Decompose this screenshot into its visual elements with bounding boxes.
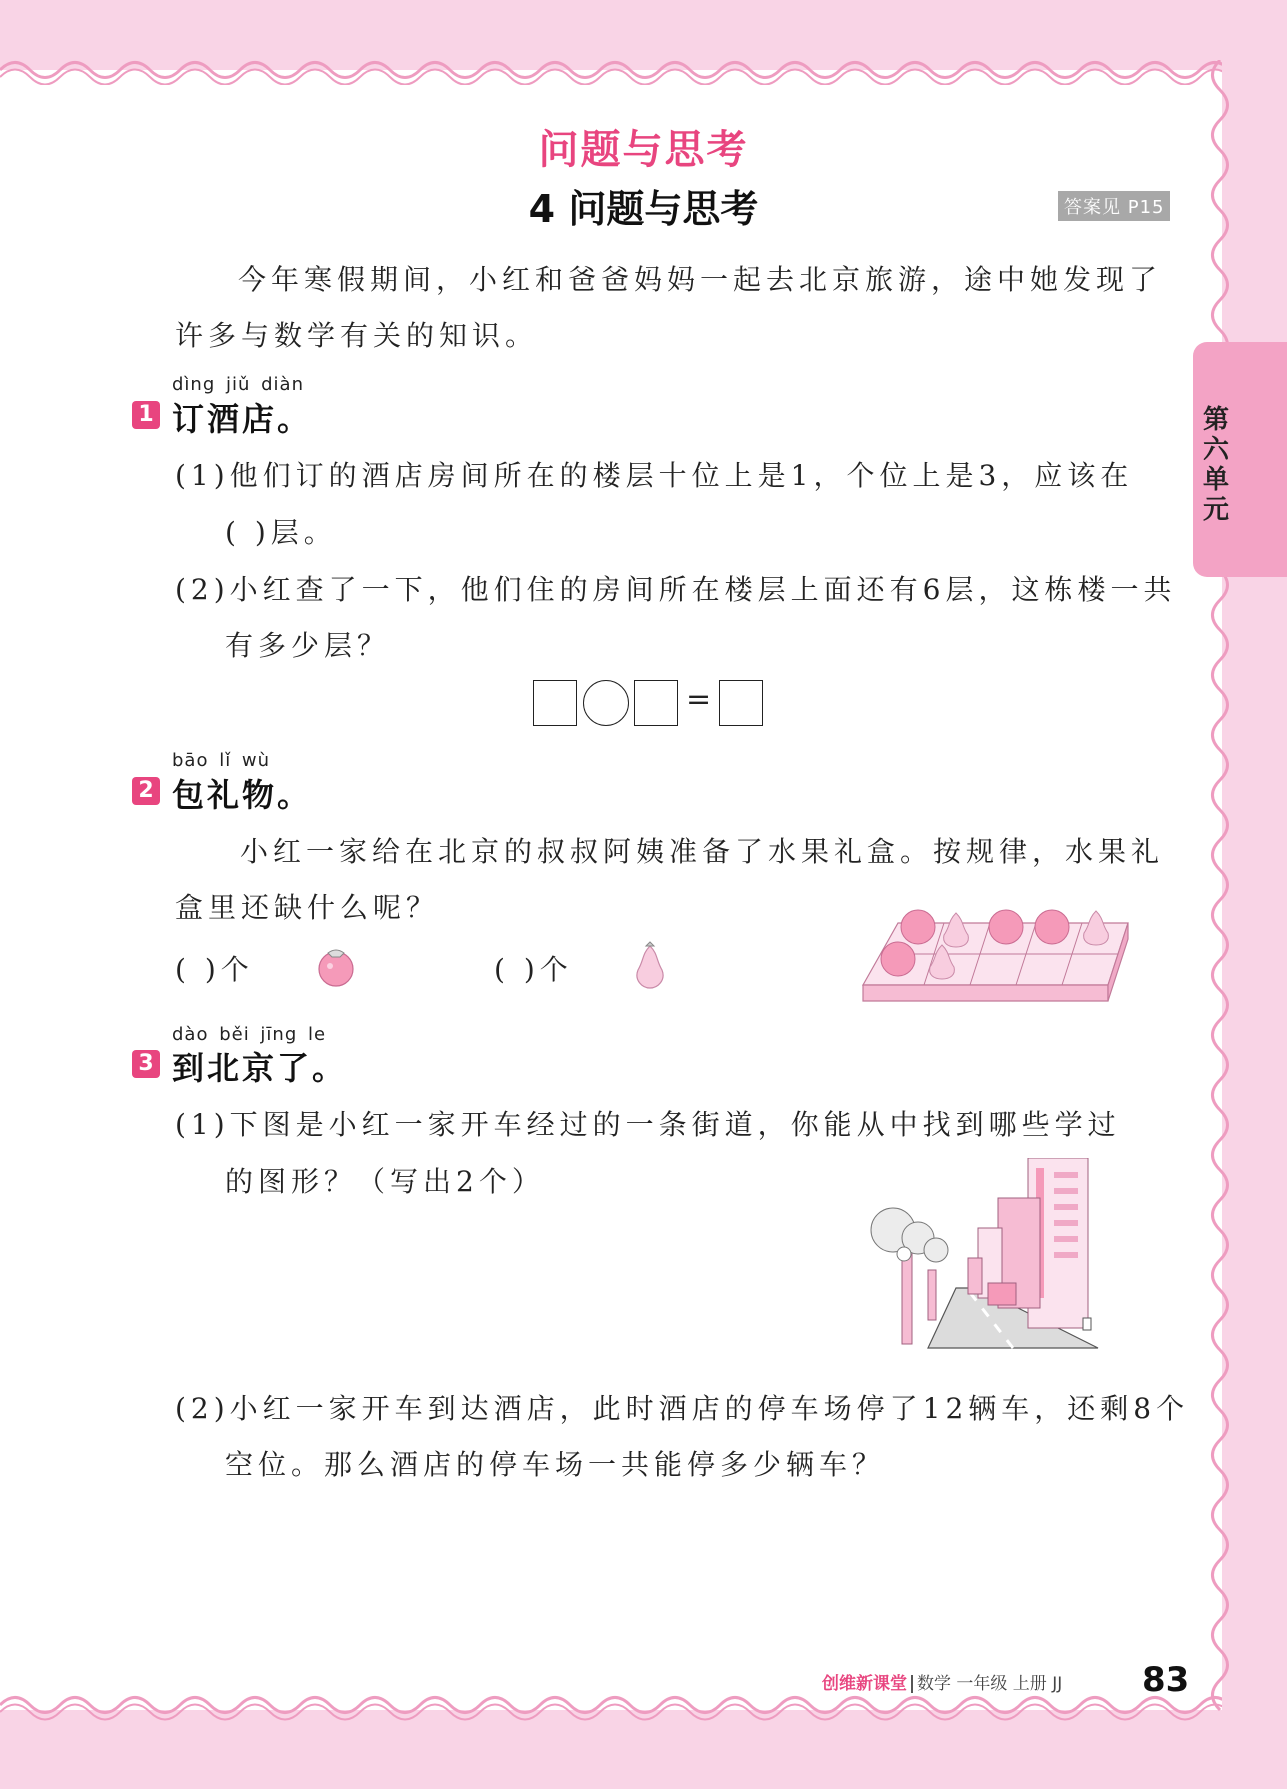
apple-icon (314, 944, 358, 988)
lesson-title: 4 问题与思考 (528, 187, 759, 231)
q3-number-badge: 3 (132, 1050, 160, 1078)
q2-number-badge: 2 (132, 777, 160, 805)
equation-operator-circle[interactable] (583, 680, 629, 726)
q1-title: 订酒店。 (172, 400, 313, 438)
q2-pinyin: bāo lǐ wù (172, 750, 271, 771)
q1-part2-line2: 有多少层？ (225, 629, 391, 662)
q2-title: 包礼物。 (172, 776, 313, 814)
equation-box-1[interactable] (533, 680, 577, 726)
q3-part1-line1: (1)下图是小红一家开车经过的一条街道，你能从中找到哪些学过 (175, 1108, 1121, 1141)
footer-brand: 创维新课堂 (822, 1674, 907, 1694)
q3-title: 到北京了。 (172, 1049, 348, 1087)
page-number: 83 (1142, 1660, 1190, 1700)
right-wavy-border (1205, 60, 1235, 1720)
fruit-box-illustration (858, 905, 1133, 1005)
equals-sign: = (686, 682, 712, 717)
q2-line1: 小红一家给在北京的叔叔阿姨准备了水果礼盒。按规律，水果礼 (240, 835, 1165, 868)
intro-line-1: 今年寒假期间，小红和爸爸妈妈一起去北京旅游，途中她发现了 (238, 263, 1163, 296)
footer-divider (911, 1675, 913, 1693)
street-illustration (868, 1158, 1118, 1353)
equation-result-box[interactable] (719, 680, 763, 726)
q2-line2: 盒里还缺什么呢？ (175, 891, 440, 924)
q3-pinyin: dào běi jīng le (172, 1024, 327, 1045)
footer-book-info: 数学 一年级 上册 JJ (917, 1674, 1063, 1694)
equation-box-2[interactable] (634, 680, 678, 726)
bottom-wavy-border (0, 1695, 1222, 1725)
intro-line-2: 许多与数学有关的知识。 (175, 319, 539, 352)
q3-part1-line2: 的图形？（写出2个） (225, 1165, 545, 1198)
q1-part1-answer-blank[interactable]: ( )层。 (225, 516, 337, 549)
unit-side-tab-label: 第六单元 (1202, 405, 1229, 525)
q1-part1-line1: (1)他们订的酒店房间所在的楼层十位上是1，个位上是3，应该在 (175, 459, 1134, 492)
q2-blank-apple[interactable]: ( )个 (175, 953, 254, 986)
q1-pinyin: dìng jiǔ diàn (172, 374, 304, 395)
top-wavy-border (0, 55, 1222, 85)
page-footer (822, 1669, 1062, 1694)
answer-reference-badge: 答案见 P15 (1058, 191, 1170, 221)
q1-number-badge: 1 (132, 401, 160, 429)
q3-part2-line1: (2)小红一家开车到达酒店，此时酒店的停车场停了12辆车，还剩8个 (175, 1392, 1190, 1425)
section-title: 问题与思考 (538, 127, 749, 173)
pear-icon (630, 940, 670, 990)
q1-part2-line1: (2)小红查了一下，他们住的房间所在楼层上面还有6层，这栋楼一共 (175, 573, 1177, 606)
q3-part2-line2: 空位。那么酒店的停车场一共能停多少辆车？ (225, 1448, 886, 1481)
q2-blank-pear[interactable]: ( )个 (494, 953, 573, 986)
